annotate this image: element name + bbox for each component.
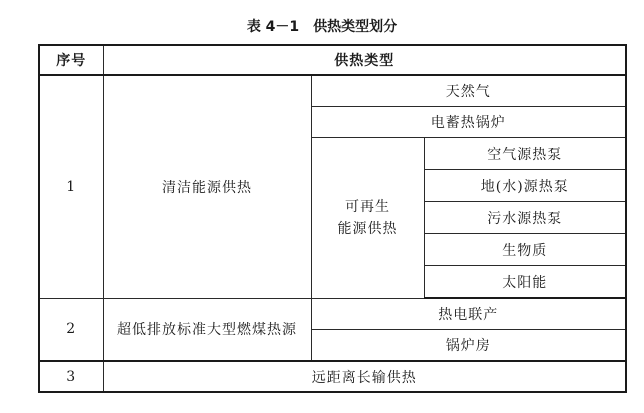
row-1-item-electric-boiler: 电蓄热锅炉 xyxy=(311,107,626,138)
header-seq: 序号 xyxy=(39,45,103,75)
table-row xyxy=(39,298,626,330)
table-row xyxy=(39,75,626,107)
table-caption: 表 4－1 供热类型划分 xyxy=(246,19,398,35)
renewable-energy-label xyxy=(311,138,424,299)
table-row xyxy=(39,361,626,392)
renewable-item-biomass: 生物质 xyxy=(424,234,626,266)
row-1-category: 清洁能源供热 xyxy=(103,75,311,298)
row-2-item-boiler-room: 锅炉房 xyxy=(311,330,626,362)
renewable-label-line2: 能源供热 xyxy=(337,220,398,237)
row-1-seq: 1 xyxy=(39,75,103,298)
heating-type-table xyxy=(38,44,627,393)
row-1-item-natural-gas: 天然气 xyxy=(311,75,626,107)
renewable-item-air-source: 空气源热泵 xyxy=(424,138,626,170)
renewable-item-ground-source: 地(水)源热泵 xyxy=(424,170,626,202)
header-type: 供热类型 xyxy=(103,45,626,75)
table-header-row xyxy=(39,45,626,75)
renewable-item-solar: 太阳能 xyxy=(424,266,626,299)
renewable-label-line1: 可再生 xyxy=(345,198,390,215)
row-3-category: 远距离长输供热 xyxy=(103,361,626,392)
row-2-seq: 2 xyxy=(39,298,103,361)
row-3-seq: 3 xyxy=(39,361,103,392)
row-2-category: 超低排放标准大型燃煤热源 xyxy=(103,298,311,361)
renewable-item-sewage-source: 污水源热泵 xyxy=(424,202,626,234)
row-2-item-chp: 热电联产 xyxy=(311,298,626,330)
